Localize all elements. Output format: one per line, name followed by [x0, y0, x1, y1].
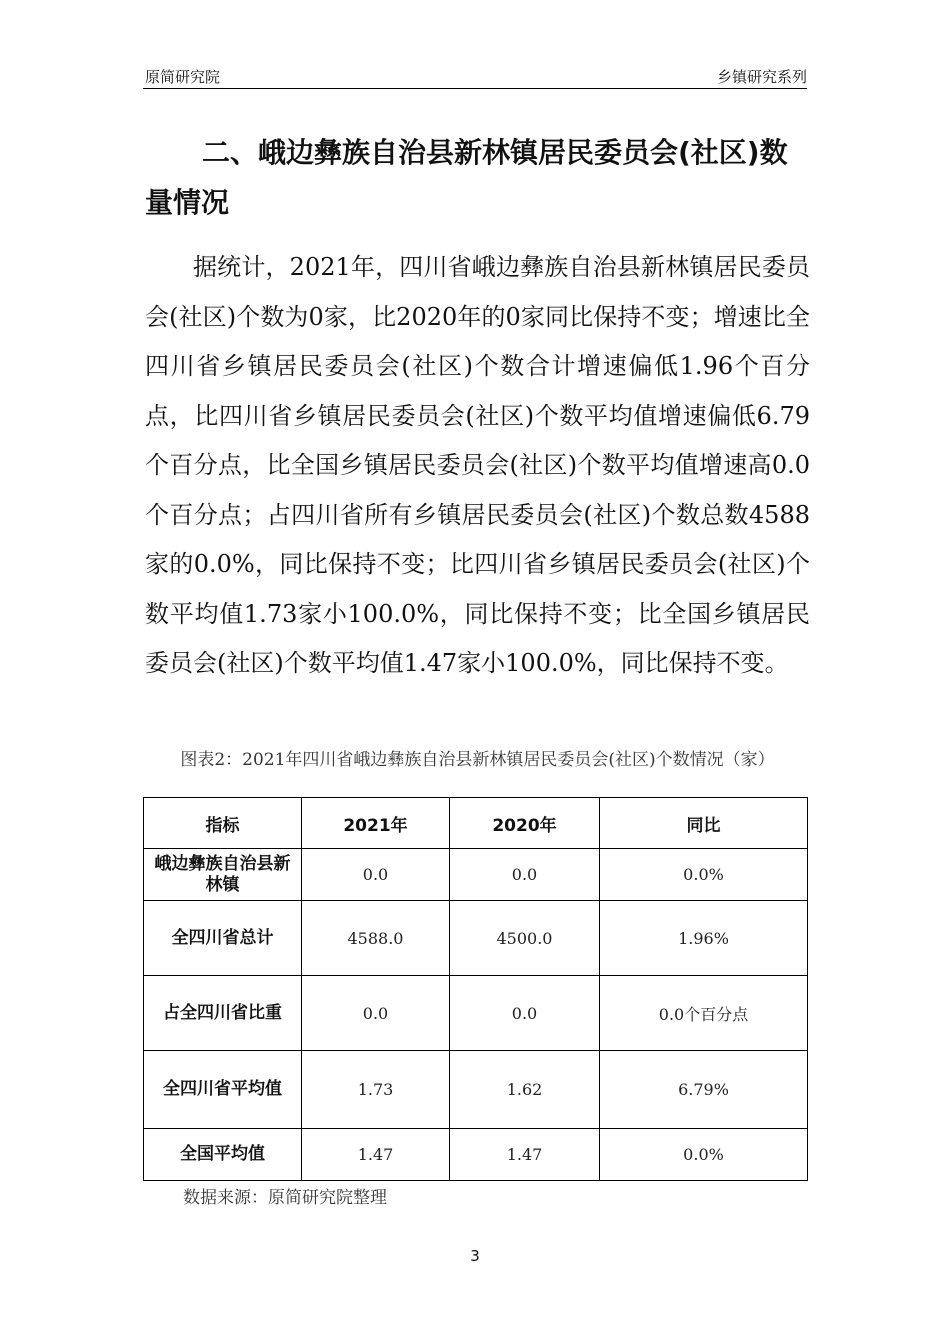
table-cell: 4588.0 — [302, 901, 450, 976]
column-header: 2020年 — [450, 798, 600, 849]
table-row — [144, 1051, 808, 1129]
data-table — [143, 797, 808, 1181]
row-label: 占全四川省比重 — [144, 976, 302, 1051]
body-paragraph: 据统计，2021年，四川省峨边彝族自治县新林镇居民委员会(社区)个数为0家，比2020年的0家同比保持不变；增速比全四川省乡镇居民委员会(社区)个数合计增速偏低1.96个百分点，比四川省乡镇居民委员会(社区)个数平均值增速偏低6.79个百分点，比全国乡镇居民委员会(社区)个数平均值增速高0.0个百分点；占四川省所有乡镇居民委员会(社区)个数总数4588家的0.0%，同比保持不变；比四川省乡镇居民委员会(社区)个数平均值1.73家小100.0%，同比保持不变；比全国乡镇居民委员会(社区)个数平均值1.47家小100.0%，同比保持不变。 — [145, 253, 810, 677]
table-cell: 6.79% — [600, 1051, 808, 1129]
column-header: 2021年 — [302, 798, 450, 849]
section-title: 二、峨边彝族自治县新林镇居民委员会(社区)数量情况 — [145, 136, 788, 219]
table-row — [144, 976, 808, 1051]
table-cell: 0.0 — [450, 976, 600, 1051]
table-cell: 1.47 — [450, 1129, 600, 1181]
table-cell: 0.0个百分点 — [600, 976, 808, 1051]
table-row — [144, 1129, 808, 1181]
row-label: 峨边彝族自治县新林镇 — [144, 849, 302, 901]
row-label: 全四川省平均值 — [144, 1051, 302, 1129]
table-cell: 0.0% — [600, 849, 808, 901]
header-divider — [143, 88, 807, 89]
table-cell: 0.0 — [302, 849, 450, 901]
table-cell: 0.0 — [450, 849, 600, 901]
table-cell: 0.0 — [302, 976, 450, 1051]
data-source-note: 数据来源：原简研究院整理 — [183, 1188, 387, 1208]
header-org-name: 原简研究院 — [145, 68, 221, 86]
table-cell: 1.62 — [450, 1051, 600, 1129]
table-cell: 1.73 — [302, 1051, 450, 1129]
row-label: 全四川省总计 — [144, 901, 302, 976]
table-header-row — [144, 798, 808, 849]
table-cell: 1.96% — [600, 901, 808, 976]
column-header: 同比 — [600, 798, 808, 849]
table-cell: 1.47 — [302, 1129, 450, 1181]
table-row — [144, 849, 808, 901]
row-label: 全国平均值 — [144, 1129, 302, 1181]
table-cell: 0.0% — [600, 1129, 808, 1181]
table-caption: 图表2：2021年四川省峨边彝族自治县新林镇居民委员会(社区)个数情况（家） — [180, 750, 775, 770]
page-number: 3 — [470, 1247, 480, 1265]
column-header: 指标 — [144, 798, 302, 849]
header-series-name: 乡镇研究系列 — [716, 68, 807, 86]
table-row — [144, 901, 808, 976]
table-cell: 4500.0 — [450, 901, 600, 976]
